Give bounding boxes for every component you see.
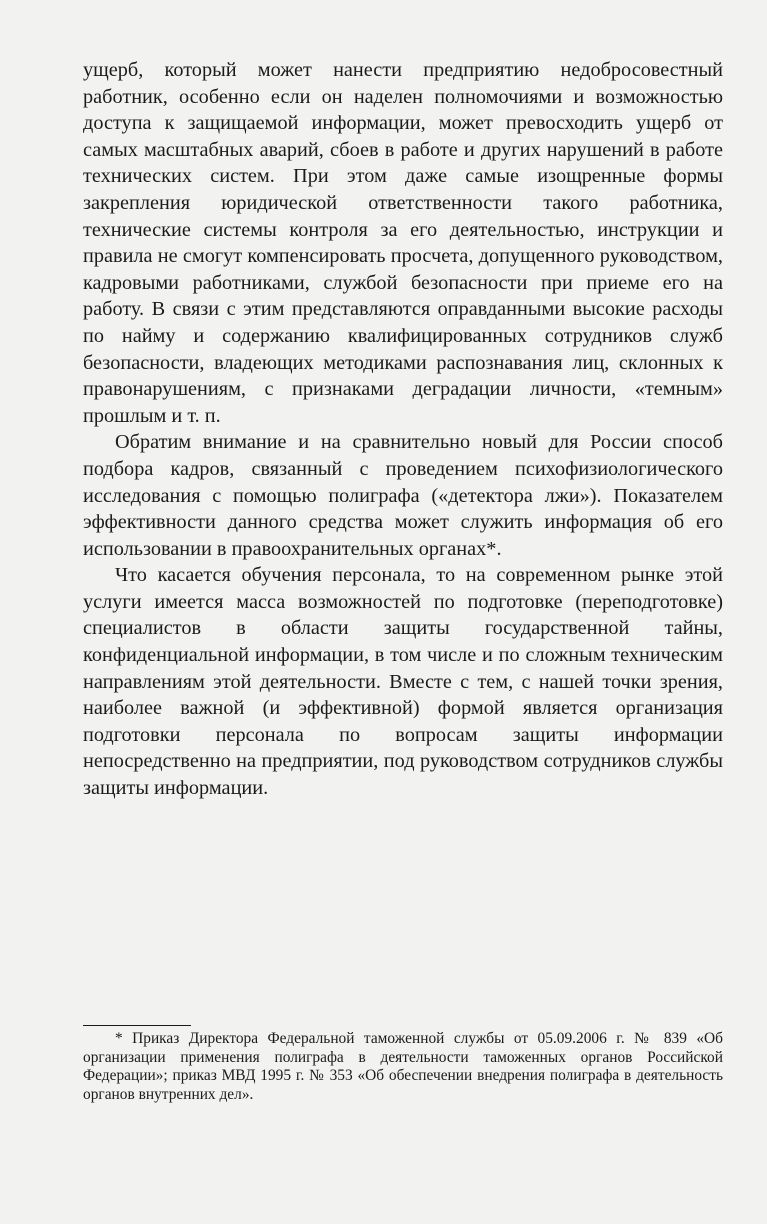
paragraph-3: Что касается обучения персонала, то на современном рынке этой услуги имеется масса возможностей по подготовке (переподготовке) специалистов в области защиты государственной тайны, конфиденциальной информации, в том числе и по сложным техническим направлениям этой деятельности. Вместе с тем, с нашей точки зрения, наиболее важной (и эффективной) формой является организация подготовки персонала по вопросам защиты информации непосредственно на предприятии, под руководством сотрудников службы защиты информации. <box>83 564 723 800</box>
paragraph-1: ущерб, который может нанести предприятию недобросовестный работник, особенно если он наделен полномочиями и возможностью доступа к защищаемой информации, может превосходить ущерб от самых масштабных аварий, сбоев в работе и других нарушений в работе технических систем. При этом даже самые изощренные формы закрепления юридической ответственности такого работника, технические системы контроля за его деятельностью, инструкции и правила не смогут компенсировать просчета, допущенного руководством, кадровыми работниками, службой безопасности при приеме его на работу. В связи с этим представляются оправданными высокие расходы по найму и содержанию квалифицированных сотрудников служб безопасности, владеющих методиками распознавания лиц, склонных к правонарушениям, с признаками деградации личности, «темным» прошлым и т. п. <box>83 59 723 427</box>
paragraph-2: Обратим внимание и на сравнительно новый для России способ подбора кадров, связанный с проведением психофизиологического исследования с помощью полиграфа («детектора лжи»). Показателем эффективности данного средства может служить информация об его использовании в правоохранительных органах*. <box>83 431 723 560</box>
footnote <box>83 1030 723 1104</box>
footnote-rule <box>83 1025 191 1026</box>
footnote-text: * Приказ Директора Федеральной таможенной службы от 05.09.2006 г. № 839 «Об организации применения полиграфа в деятельности таможенных органов Российской Федерации»; приказ МВД 1995 г. № 353 «Об обеспечении внедрения полиграфа в деятельность органов внутренних дел». <box>83 1030 723 1103</box>
main-text <box>83 57 723 802</box>
